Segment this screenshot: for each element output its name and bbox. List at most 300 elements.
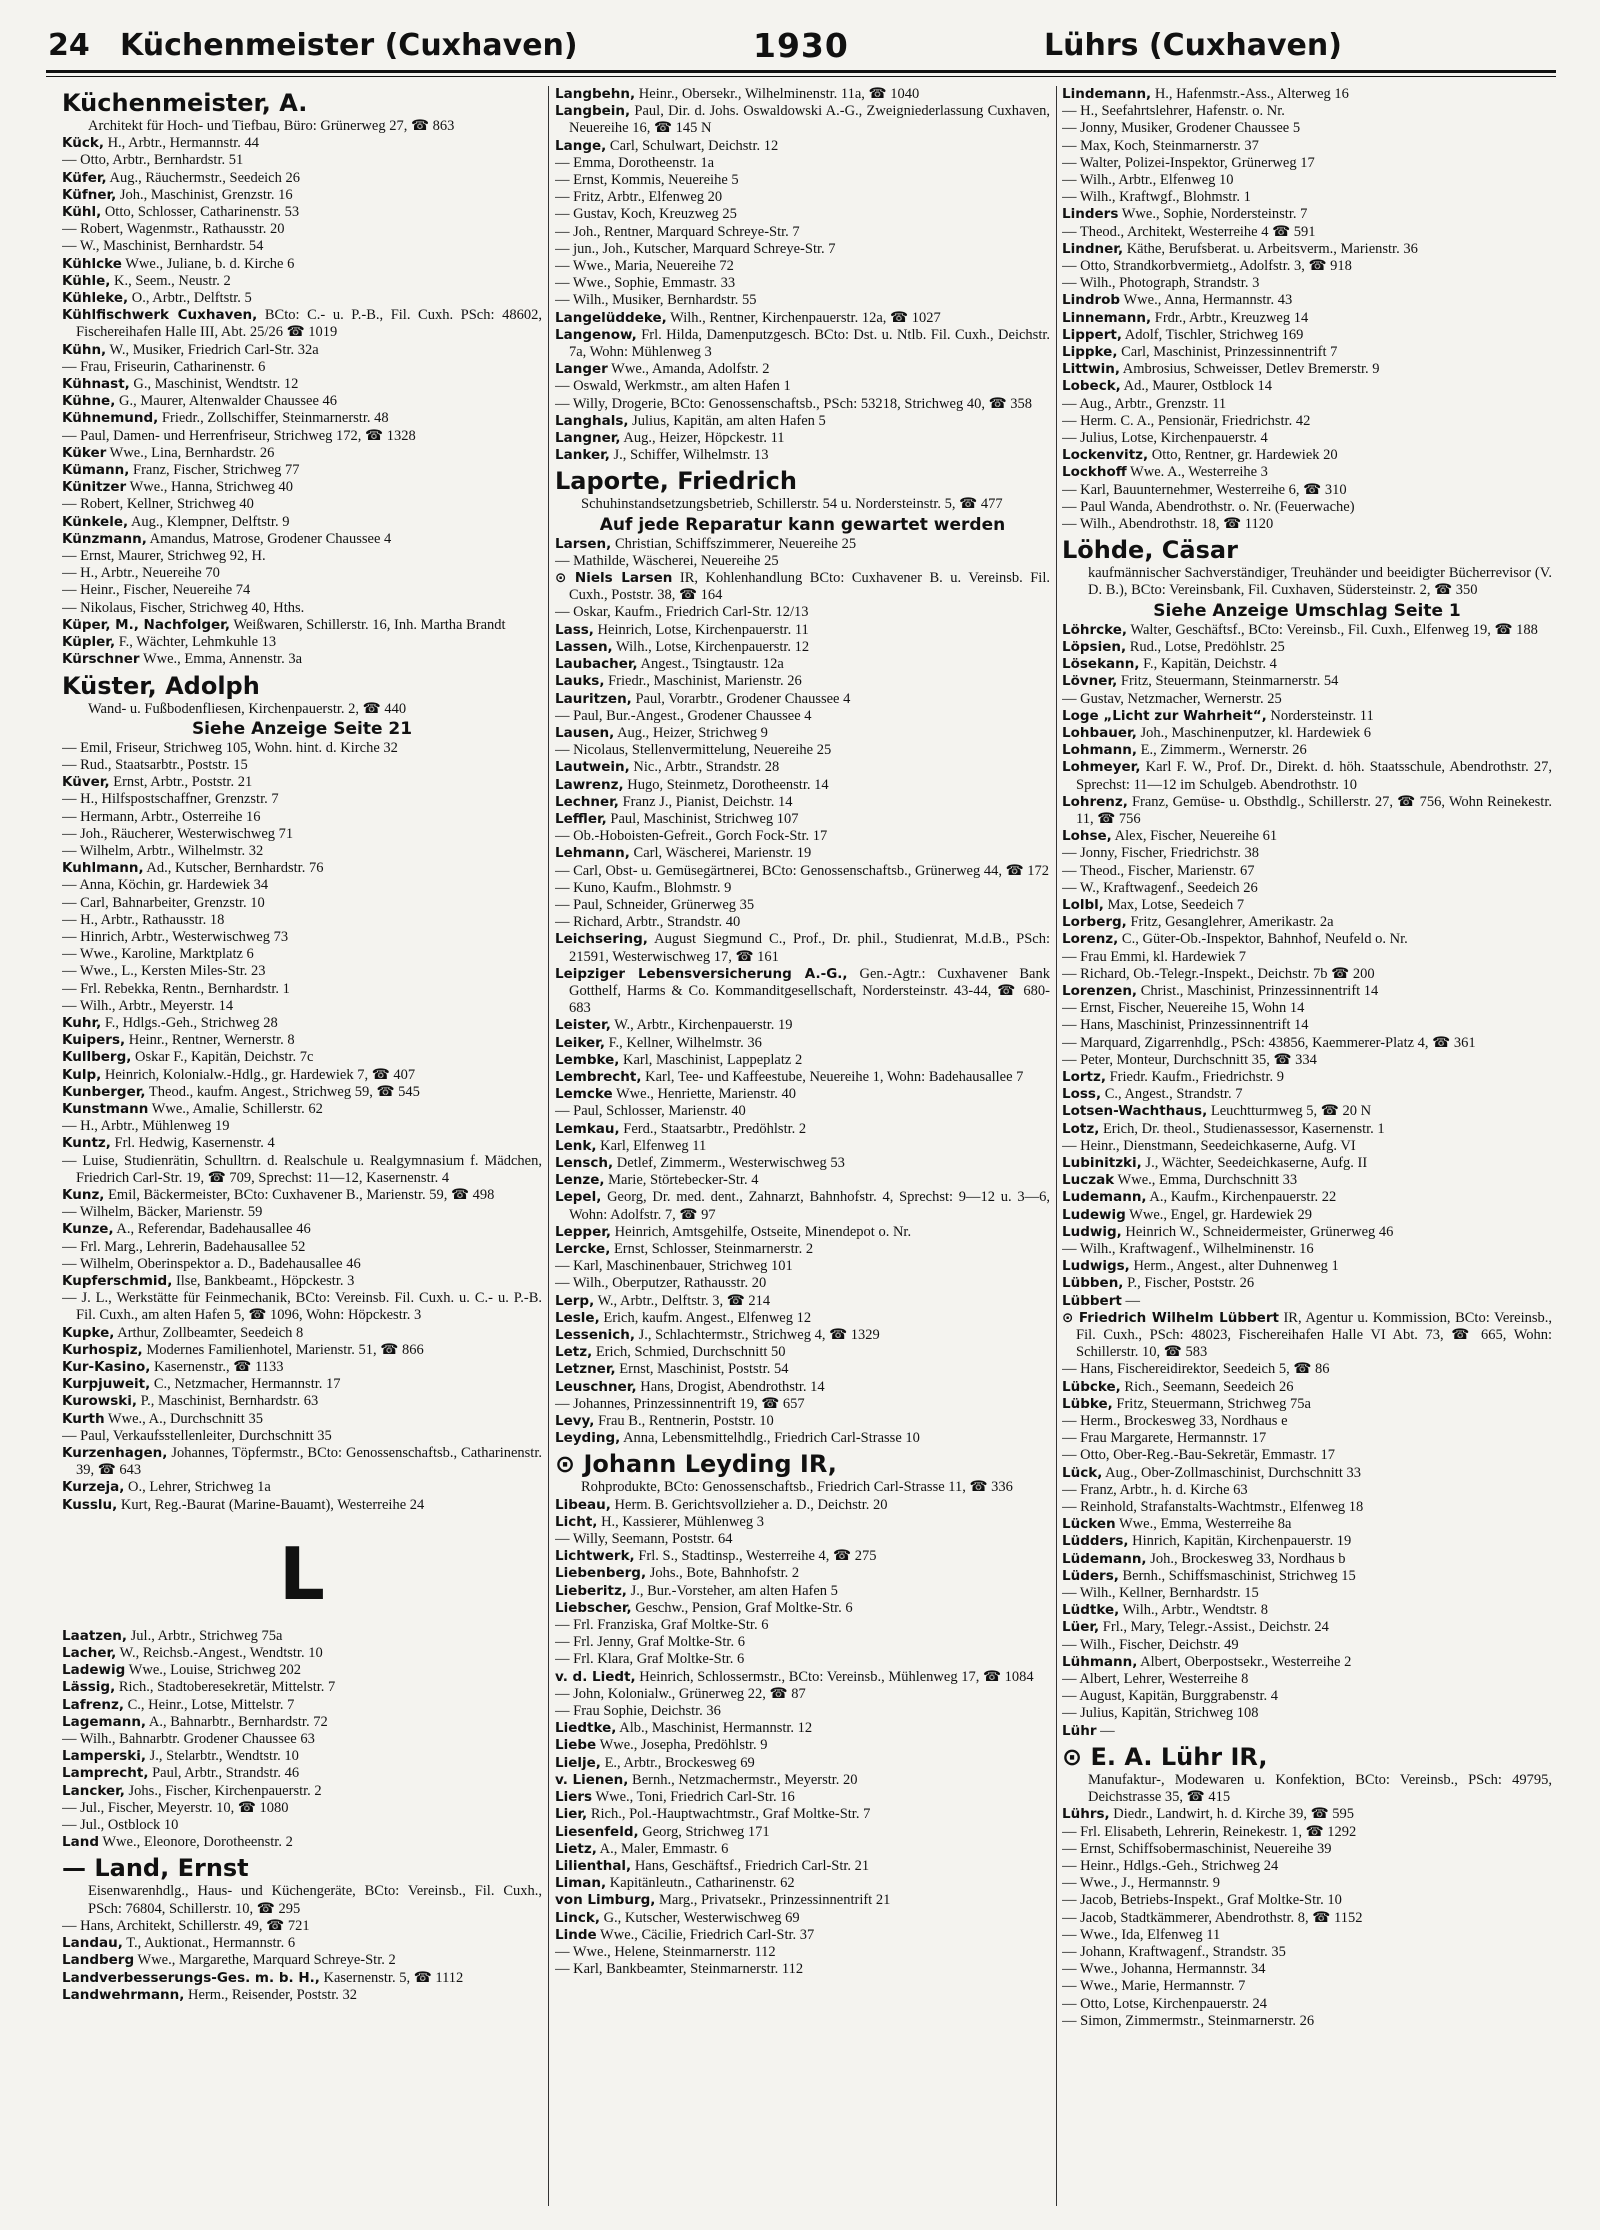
entry-name: Kur-Kasino, <box>62 1359 151 1376</box>
entry-name: Lüdtke, <box>1062 1602 1120 1619</box>
directory-entry <box>62 462 542 479</box>
entry-details: Aug., Heizer, Strichweg 9 <box>614 724 768 741</box>
entry-details: Erich, kaufm. Angest., Elfenweg 12 <box>599 1309 812 1326</box>
entry-name: Lessenich, <box>555 1327 635 1344</box>
entry-name: Larsen, <box>555 535 612 552</box>
directory-entry <box>62 1393 542 1410</box>
entry-name: Lührs, <box>1062 1806 1110 1823</box>
directory-entry <box>555 708 1050 725</box>
entry-name: Langbein, <box>555 103 631 120</box>
directory-entry <box>1062 1224 1552 1241</box>
directory-entry <box>1062 1516 1552 1533</box>
directory-entry <box>555 447 1050 464</box>
entry-name: Langenow, <box>555 326 637 343</box>
entry-details: — Wwe., Karoline, Marktplatz 6 <box>62 946 254 963</box>
directory-entry <box>62 479 542 496</box>
entry-name: Kurowski, <box>62 1393 138 1410</box>
entry-name: Lücken <box>1062 1516 1116 1533</box>
directory-entry <box>1062 275 1552 292</box>
directory-entry <box>1062 1361 1552 1378</box>
directory-entry <box>1062 949 1552 966</box>
entry-name: Lobeck, <box>1062 378 1121 395</box>
entry-details: Ad., Maurer, Ostblock 14 <box>1120 378 1273 395</box>
entry-details: Emil, Bäckermeister, BCto: Cuxhavener B., Marienstr. 59, ☎ 498 <box>104 1186 495 1203</box>
entry-name: Leister, <box>555 1017 611 1034</box>
directory-entry <box>555 1103 1050 1120</box>
entry-name: Lorberg, <box>1062 914 1127 931</box>
entry-name: Kühne, <box>62 393 116 410</box>
directory-entry <box>555 1413 1050 1430</box>
entry-name: Leffler, <box>555 810 607 827</box>
entry-details: — Wwe., Helene, Steinmarnerstr. 112 <box>555 1943 776 1960</box>
directory-entry <box>555 1651 1050 1668</box>
entry-name: Küker <box>62 444 107 461</box>
directory-entry <box>62 1239 542 1256</box>
entry-details: Marie, Störtebecker-Str. 4 <box>604 1172 759 1189</box>
directory-entry <box>1062 413 1552 430</box>
entry-name: Kupferschmid, <box>62 1273 173 1289</box>
directory-entry <box>62 600 542 617</box>
entry-details: — Ernst, Schiffsobermaschinist, Neuereihe 39 <box>1062 1840 1332 1857</box>
directory-entry <box>555 327 1050 361</box>
entry-details: Nic., Arbtr., Strandstr. 28 <box>629 759 780 776</box>
entry-details: Johannes, Töpfermstr., BCto: Genossenschaftsb., Catharinenstr. 39, ☎ 643 <box>76 1445 542 1479</box>
entry-details: Jul., Arbtr., Strichweg 75a <box>127 1627 283 1644</box>
directory-entry <box>1062 828 1552 845</box>
directory-entry <box>62 1662 542 1679</box>
entry-details: F., Hdlgs.-Geh., Strichweg 28 <box>101 1014 278 1031</box>
directory-entry <box>555 777 1050 794</box>
entry-details: W., Arbtr., Delftstr. 3, ☎ 214 <box>594 1292 771 1309</box>
entry-details: Theod., kaufm. Angest., Strichweg 59, ☎ 545 <box>145 1083 420 1100</box>
directory-entry <box>62 496 542 513</box>
entry-name: Kühle, <box>62 272 111 289</box>
directory-entry <box>555 1634 1050 1651</box>
entry-details: Wwe., Engel, gr. Hardewiek 29 <box>1125 1206 1312 1223</box>
entry-details: Heinrich, Schlossermstr., BCto: Vereinsb., Mühlenweg 17, ☎ 1084 <box>635 1668 1034 1685</box>
entry-details: — Joh., Räucherer, Westerwischweg 71 <box>62 825 294 842</box>
entry-name: Langelüddeke, <box>555 309 667 326</box>
entry-details: Frl. Hedwig, Kasernenstr. 4 <box>110 1135 275 1152</box>
directory-entry <box>555 1824 1050 1841</box>
directory-entry <box>62 342 542 359</box>
entry-name: Lösekann, <box>1062 656 1140 673</box>
entry-details: J., Bur.-Vorsteher, am alten Hafen 5 <box>626 1582 838 1599</box>
directory-entry <box>555 811 1050 828</box>
directory-entry <box>555 310 1050 327</box>
directory-entry <box>1062 863 1552 880</box>
directory-entry <box>555 378 1050 395</box>
directory-entry <box>62 1187 542 1204</box>
entry-details: A., Referendar, Badehausallee 46 <box>113 1221 311 1238</box>
entry-name: Land <box>62 1834 99 1851</box>
entry-details: — Gustav, Koch, Kreuzweg 25 <box>555 206 737 223</box>
featured-entry-details: Manufaktur-, Modewaren u. Konfektion, BCto: Vereinsb., PSch: 49795, Deichstrasse 35, ☎ 415 <box>1088 1771 1552 1806</box>
entry-details: — Emma, Dorotheenstr. 1a <box>555 154 715 171</box>
entry-name: Landverbesserungs-Ges. m. b. H., <box>62 1969 320 1986</box>
directory-entry <box>555 1910 1050 1927</box>
directory-entry <box>1062 1978 1552 1995</box>
directory-entry <box>1062 327 1552 344</box>
directory-entry <box>62 1800 542 1817</box>
entry-name: Leyding, <box>555 1430 621 1447</box>
entry-name: Lassen, <box>555 638 613 655</box>
directory-entry <box>1062 845 1552 862</box>
directory-entry <box>1062 1121 1552 1138</box>
entry-details: — Frl. Jenny, Graf Moltke-Str. 6 <box>555 1634 745 1651</box>
entry-name: Lamprecht, <box>62 1765 149 1782</box>
directory-entry <box>555 639 1050 656</box>
entry-details: — Peter, Monteur, Durchschnitt 35, ☎ 334 <box>1062 1051 1317 1068</box>
entry-details: Friedr., Maschinist, Marienstr. 26 <box>604 673 802 690</box>
directory-entry <box>1062 1396 1552 1413</box>
entry-details: Otto, Schlosser, Catharinenstr. 53 <box>101 204 300 221</box>
entry-details: Aug., Räuchermstr., Seedeich 26 <box>106 169 300 186</box>
column-divider <box>1056 86 1057 2206</box>
directory-entry <box>1062 447 1552 464</box>
entry-details: W., Musiker, Friedrich Carl-Str. 32a <box>106 341 319 358</box>
entry-details: Rich., Stadtoberesekretär, Mittelstr. 7 <box>115 1679 336 1696</box>
entry-details: Geschw., Pension, Graf Moltke-Str. 6 <box>631 1599 853 1616</box>
entry-name: Lühmann, <box>1062 1653 1138 1670</box>
entry-details: — J. L., Werkstätte für Feinmechanik, BCto: Vereinsb. Fil. Cuxh. u. C.- u. P.-B. Fil. Cuxh., am alten Hafen 5, ☎ 1096, Wohn: Höpckestr. 3 <box>62 1290 542 1324</box>
entry-name: Lindrob <box>1062 292 1121 309</box>
entry-details: Herm., Angest., alter Duhnenweg 1 <box>1129 1258 1339 1275</box>
directory-entry <box>62 1411 542 1428</box>
directory-entry <box>1062 1944 1552 1961</box>
directory-entry <box>555 604 1050 621</box>
entry-details: Diedr., Landwirt, h. d. Kirche 39, ☎ 595 <box>1109 1806 1355 1823</box>
directory-entry <box>1062 1000 1552 1017</box>
entry-details: Alb., Maschinist, Hermannstr. 12 <box>616 1720 813 1737</box>
directory-entry <box>62 809 542 826</box>
entry-details: Oskar F., Kapitän, Deichstr. 7c <box>131 1049 314 1066</box>
entry-details: Ernst, Schlosser, Steinmarnerstr. 2 <box>610 1241 814 1257</box>
entry-details: — Otto, Ober-Reg.-Bau-Sekretär, Emmastr. 17 <box>1062 1447 1335 1464</box>
entry-name: von Limburg, <box>555 1892 656 1909</box>
entry-name: Linde <box>555 1926 597 1943</box>
entry-name: Künkele, <box>62 513 129 530</box>
entry-name: Lohse, <box>1062 828 1112 845</box>
entry-details: Wwe., Margarethe, Marquard Schreye-Str. 2 <box>134 1952 396 1969</box>
entry-details: Heinrich, Lotse, Kirchenpauerstr. 11 <box>593 621 809 638</box>
entry-details: — Willy, Seemann, Poststr. 64 <box>555 1531 733 1548</box>
directory-entry <box>555 673 1050 690</box>
entry-name: Lautwein, <box>555 759 630 776</box>
entry-name: Kuntz, <box>62 1135 111 1152</box>
entry-name: Küver, <box>62 774 110 791</box>
entry-name: Lohmeyer, <box>1062 759 1141 776</box>
entry-details: — Frl. Elisabeth, Lehrerin, Reinekestr. 1, ☎ 1292 <box>1062 1823 1357 1840</box>
directory-entry <box>1062 1568 1552 1585</box>
entry-name: v. Lienen, <box>555 1771 629 1788</box>
directory-entry <box>555 396 1050 413</box>
directory-entry <box>62 826 542 843</box>
directory-entry <box>1062 1961 1552 1978</box>
directory-entry <box>555 1241 1050 1258</box>
entry-details: Heinrich, Amtsgehilfe, Ostseite, Minendepot o. Nr. <box>611 1223 912 1240</box>
directory-entry <box>555 1430 1050 1447</box>
entry-details: Carl, Schulwart, Deichstr. 12 <box>606 137 779 154</box>
entry-details: — Karl, Bauunternehmer, Westerreihe 6, ☎ 310 <box>1062 481 1347 498</box>
directory-entry <box>1062 155 1552 172</box>
directory-entry <box>1062 1619 1552 1636</box>
entry-details: Wwe., Anna, Hermannstr. 43 <box>1120 292 1293 309</box>
directory-entry <box>62 204 542 221</box>
entry-details: — Marquard, Zigarrenhdlg., PSch: 43856, Kaemmerer-Platz 4, ☎ 361 <box>1062 1034 1476 1051</box>
directory-entry <box>555 1086 1050 1103</box>
directory-entry <box>555 1875 1050 1892</box>
entry-details: — Max, Koch, Steinmarnerstr. 37 <box>1062 137 1259 154</box>
entry-details: — Hinrich, Arbtr., Westerwischweg 73 <box>62 928 289 945</box>
directory-entry <box>1062 138 1552 155</box>
entry-details: — Paul, Schneider, Grünerweg 35 <box>555 896 755 913</box>
entry-details: Herm. B. Gerichtsvollzieher a. D., Deichstr. 20 <box>610 1496 888 1513</box>
entry-details: Wwe., Amanda, Adolfstr. 2 <box>607 361 770 378</box>
entry-details: Frau B., Rentnerin, Poststr. 10 <box>594 1413 774 1430</box>
directory-entry <box>555 1172 1050 1189</box>
entry-details: Kasernenstr., ☎ 1133 <box>150 1359 284 1376</box>
entry-details: Herm., Reisender, Poststr. 32 <box>184 1986 358 2003</box>
directory-entry <box>1062 516 1552 533</box>
entry-details: Wilh., Rentner, Kirchenpauerstr. 12a, ☎ 1027 <box>666 309 941 326</box>
directory-entry <box>555 1396 1050 1413</box>
entry-name: Lier, <box>555 1806 588 1823</box>
entry-name: Löpsien, <box>1062 638 1127 655</box>
entry-details: — <box>1121 1292 1140 1309</box>
header-left-range: Küchenmeister (Cuxhaven) <box>120 28 578 63</box>
directory-entry <box>1062 639 1552 656</box>
entry-details: Wilh., Lotse, Kirchenpauerstr. 12 <box>612 638 810 655</box>
directory-entry <box>555 1703 1050 1720</box>
entry-details: Christ., Maschinist, Prinzessinnentrift 14 <box>1137 982 1379 999</box>
entry-details: O., Lehrer, Strichweg 1a <box>124 1479 271 1496</box>
directory-entry <box>555 1017 1050 1034</box>
entry-name: Lohrenz, <box>1062 793 1128 810</box>
entry-details: — Heinr., Dienstmann, Seedeichkaserne, Aufg. VI <box>1062 1137 1356 1154</box>
entry-name: Lübcke, <box>1062 1378 1121 1395</box>
directory-entry <box>555 1737 1050 1754</box>
directory-entry <box>1062 1705 1552 1722</box>
featured-entry-name: ⊙ Johann Leyding IR, <box>555 1450 837 1479</box>
entry-details: Franz J., Pianist, Deichstr. 14 <box>618 793 793 810</box>
directory-entry <box>555 622 1050 639</box>
entry-name: Lielje, <box>555 1754 601 1771</box>
entry-name: Langbehn, <box>555 86 636 102</box>
directory-entry <box>1062 241 1552 258</box>
entry-details: — Otto, Strandkorbvermietg., Adolfstr. 3, ☎ 918 <box>1062 258 1352 275</box>
directory-entry <box>555 1379 1050 1396</box>
directory-entry <box>62 1325 542 1342</box>
entry-name: Lippke, <box>1062 344 1118 361</box>
entry-name: Lockhoff <box>1062 464 1127 481</box>
entry-name: Küfner, <box>62 186 117 203</box>
directory-entry <box>1062 258 1552 275</box>
directory-entry <box>555 1806 1050 1823</box>
directory-entry <box>62 1273 542 1290</box>
directory-entry <box>1062 1035 1552 1052</box>
entry-details: — Frau Sophie, Deichstr. 36 <box>555 1703 721 1720</box>
entry-name: Liedtke, <box>555 1720 617 1737</box>
entry-name: Kühlfischwerk Cuxhaven, <box>62 307 258 324</box>
entry-details: W., Arbtr., Kirchenpauerstr. 19 <box>610 1017 793 1034</box>
entry-details: — Hans, Fischereidirektor, Seedeich 5, ☎ 86 <box>1062 1361 1330 1378</box>
entry-name: Lamperski, <box>62 1748 147 1765</box>
directory-entry <box>1062 691 1552 708</box>
entry-details: Weißwaren, Schillerstr. 16, Inh. Martha Brandt <box>229 616 506 633</box>
entry-name: Lacher, <box>62 1645 117 1662</box>
entry-name: Landau, <box>62 1935 123 1952</box>
directory-entry <box>62 912 542 929</box>
entry-details: — Wwe., Marie, Hermannstr. 7 <box>1062 1978 1246 1995</box>
featured-entry-name: Küster, Adolph <box>62 671 260 700</box>
entry-details: Wwe., A., Durchschnitt 35 <box>104 1410 263 1427</box>
entry-details: — Wilh., Oberputzer, Rathausstr. 20 <box>555 1275 767 1292</box>
directory-entry <box>555 1189 1050 1223</box>
entry-name: Lieberitz, <box>555 1582 627 1599</box>
entry-details: — Anna, Köchin, gr. Hardewiek 34 <box>62 877 269 894</box>
entry-name: Leuschner, <box>555 1378 637 1395</box>
entry-details: — Hans, Maschinist, Prinzessinnentrift 14 <box>1062 1017 1309 1034</box>
directory-entry <box>555 553 1050 570</box>
directory-entry <box>1062 1241 1552 1258</box>
directory-entry <box>62 256 542 273</box>
directory-entry <box>555 1121 1050 1138</box>
directory-entry <box>62 860 542 877</box>
directory-entry <box>1062 396 1552 413</box>
entry-details: Modernes Familienhotel, Marienstr. 51, ☎ 866 <box>142 1341 424 1358</box>
entry-name: Lauritzen, <box>555 690 632 707</box>
directory-entry <box>1062 742 1552 759</box>
directory-entry <box>62 1153 542 1187</box>
directory-entry <box>555 1293 1050 1310</box>
entry-name: Künzmann, <box>62 530 147 547</box>
entry-name: Loss, <box>1062 1086 1102 1103</box>
directory-entry <box>1062 897 1552 914</box>
directory-entry <box>555 1548 1050 1565</box>
entry-name: Linnemann, <box>1062 309 1152 326</box>
entry-details: Hugo, Steinmetz, Dorotheenstr. 14 <box>623 776 829 793</box>
directory-entry <box>555 155 1050 172</box>
entry-details: — Jacob, Stadtkämmerer, Abendrothstr. 8, ☎ 1152 <box>1062 1909 1363 1926</box>
directory-entry <box>62 238 542 255</box>
directory-entry <box>62 791 542 808</box>
entry-details: Christian, Schiffszimmerer, Neuereihe 25 <box>611 535 857 552</box>
entry-details: Frl. S., Stadtinsp., Westerreihe 4, ☎ 275 <box>634 1548 877 1565</box>
directory-entry <box>555 258 1050 275</box>
entry-details: G., Kutscher, Westerwischweg 69 <box>599 1909 800 1926</box>
entry-name: Lichtwerk, <box>555 1548 635 1565</box>
directory-entry <box>555 845 1050 862</box>
entry-name: Lippert, <box>1062 326 1122 343</box>
directory-entry <box>1062 1155 1552 1172</box>
entry-name: ⊙ Friedrich Wilhelm Lübbert <box>1062 1309 1279 1326</box>
entry-details: Wwe., Emma, Westerreihe 8a <box>1115 1516 1292 1533</box>
entry-name: Lerp, <box>555 1292 595 1309</box>
entry-name: Lepel, <box>555 1189 602 1206</box>
column-2 <box>555 86 1050 1978</box>
entry-details: — Richard, Arbtr., Strandstr. 40 <box>555 914 741 931</box>
entry-name: Lechner, <box>555 793 619 810</box>
directory-entry <box>555 794 1050 811</box>
directory-entry <box>1062 880 1552 897</box>
entry-name: Lercke, <box>555 1241 611 1257</box>
entry-details: — Paul, Verkaufsstellenleiter, Durchschnitt 35 <box>62 1427 332 1444</box>
entry-name: Kunze, <box>62 1221 114 1238</box>
entry-details: — August, Kapitän, Burggrabenstr. 4 <box>1062 1688 1279 1705</box>
entry-name: Lohbauer, <box>1062 724 1137 741</box>
directory-entry <box>555 691 1050 708</box>
entry-name: Lenk, <box>555 1137 597 1154</box>
directory-entry <box>555 966 1050 1018</box>
entry-details: W., Reichsb.-Angest., Wendtstr. 10 <box>116 1645 323 1662</box>
directory-entry <box>1062 430 1552 447</box>
directory-entry <box>555 1052 1050 1069</box>
entry-name: Lembke, <box>555 1051 620 1068</box>
entry-details: Karl F. W., Prof. Dr., Direkt. d. höh. Staatsschule, Abendrothstr. 27, Sprechst: 11—12 im Schulgeb. Abendrothstr. 10 <box>1076 759 1552 793</box>
entry-details: — Otto, Arbtr., Bernhardstr. 51 <box>62 152 244 169</box>
entry-details: — Hermann, Arbtr., Osterreihe 16 <box>62 808 261 825</box>
entry-details: Alex, Fischer, Neuereihe 61 <box>1111 828 1278 845</box>
entry-details: F., Wächter, Lehmkuhle 13 <box>115 634 277 651</box>
directory-entry <box>1062 1207 1552 1224</box>
entry-details: — Wilh., Abendrothstr. 18, ☎ 1120 <box>1062 516 1274 533</box>
directory-entry <box>1062 656 1552 673</box>
directory-entry <box>1062 1551 1552 1568</box>
entry-details: Marg., Privatsekr., Prinzessinnentrift 21 <box>655 1892 891 1909</box>
directory-entry <box>1062 292 1552 309</box>
entry-details: H., Hafenmstr.-Ass., Alterweg 16 <box>1151 86 1349 102</box>
directory-entry <box>62 307 542 341</box>
entry-name: Lotsen-Wachthaus, <box>1062 1103 1208 1120</box>
directory-entry <box>1062 1654 1552 1671</box>
directory-entry <box>1062 103 1552 120</box>
entry-details: — Wwe., Ida, Elfenweg 11 <box>1062 1926 1221 1943</box>
entry-name: Küper, M., Nachfolger, <box>62 616 230 633</box>
entry-details: Aug., Ober-Zollmaschinist, Durchschnitt 33 <box>1102 1464 1361 1481</box>
entry-details: — Wwe., L., Kersten Miles-Str. 23 <box>62 963 266 980</box>
entry-details: — Wwe., J., Hermannstr. 9 <box>1062 1875 1220 1892</box>
entry-name: Kück, <box>62 135 104 152</box>
entry-name: Lindner, <box>1062 240 1124 257</box>
entry-details: Max, Lotse, Seedeich 7 <box>1103 896 1245 913</box>
entry-details: Ferd., Staatsarbtr., Predöhlstr. 2 <box>619 1120 807 1137</box>
entry-name: Lembrecht, <box>555 1068 642 1085</box>
entry-details: E., Zimmerm., Wernerstr. 26 <box>1137 742 1307 759</box>
entry-details: — H., Seefahrtslehrer, Hafenstr. o. Nr. <box>1062 103 1285 120</box>
entry-details: August Siegmund C., Prof., Dr. phil., Studienrat, M.d.B., PSch: 21591, Westerwischweg 17, ☎ 161 <box>569 931 1050 965</box>
directory-entry <box>1062 1910 1552 1927</box>
entry-details: — Wilhelm, Arbtr., Wilhelmstr. 32 <box>62 842 264 859</box>
directory-entry <box>1062 966 1552 983</box>
entry-details: Wwe., Eleonore, Dorotheenstr. 2 <box>99 1834 293 1851</box>
directory-entry <box>555 1275 1050 1292</box>
directory-entry <box>555 1892 1050 1909</box>
entry-details: Erich, Dr. theol., Studienassessor, Kasernenstr. 1 <box>1099 1120 1385 1137</box>
entry-details: — Ernst, Fischer, Neuereihe 15, Wohn 14 <box>1062 1000 1305 1017</box>
entry-details: Rud., Lotse, Predöhlstr. 25 <box>1126 638 1285 655</box>
entry-details: — Frau Margarete, Hermannstr. 17 <box>1062 1430 1267 1447</box>
directory-entry <box>62 1731 542 1748</box>
entry-details: — Wilhelm, Oberinspektor a. D., Badehausallee 46 <box>62 1255 361 1272</box>
directory-entry <box>62 757 542 774</box>
entry-details: — Herm., Brockesweg 33, Nordhaus e <box>1062 1413 1288 1430</box>
entry-name: Küpler, <box>62 634 116 651</box>
entry-details: Heinr., Obersekr., Wilhelminenstr. 11a, ☎ 1040 <box>635 86 920 102</box>
entry-name: Ladewig <box>62 1662 126 1679</box>
entry-details: Paul, Vorarbtr., Grodener Chaussee 4 <box>631 690 851 707</box>
directory-entry <box>555 759 1050 776</box>
